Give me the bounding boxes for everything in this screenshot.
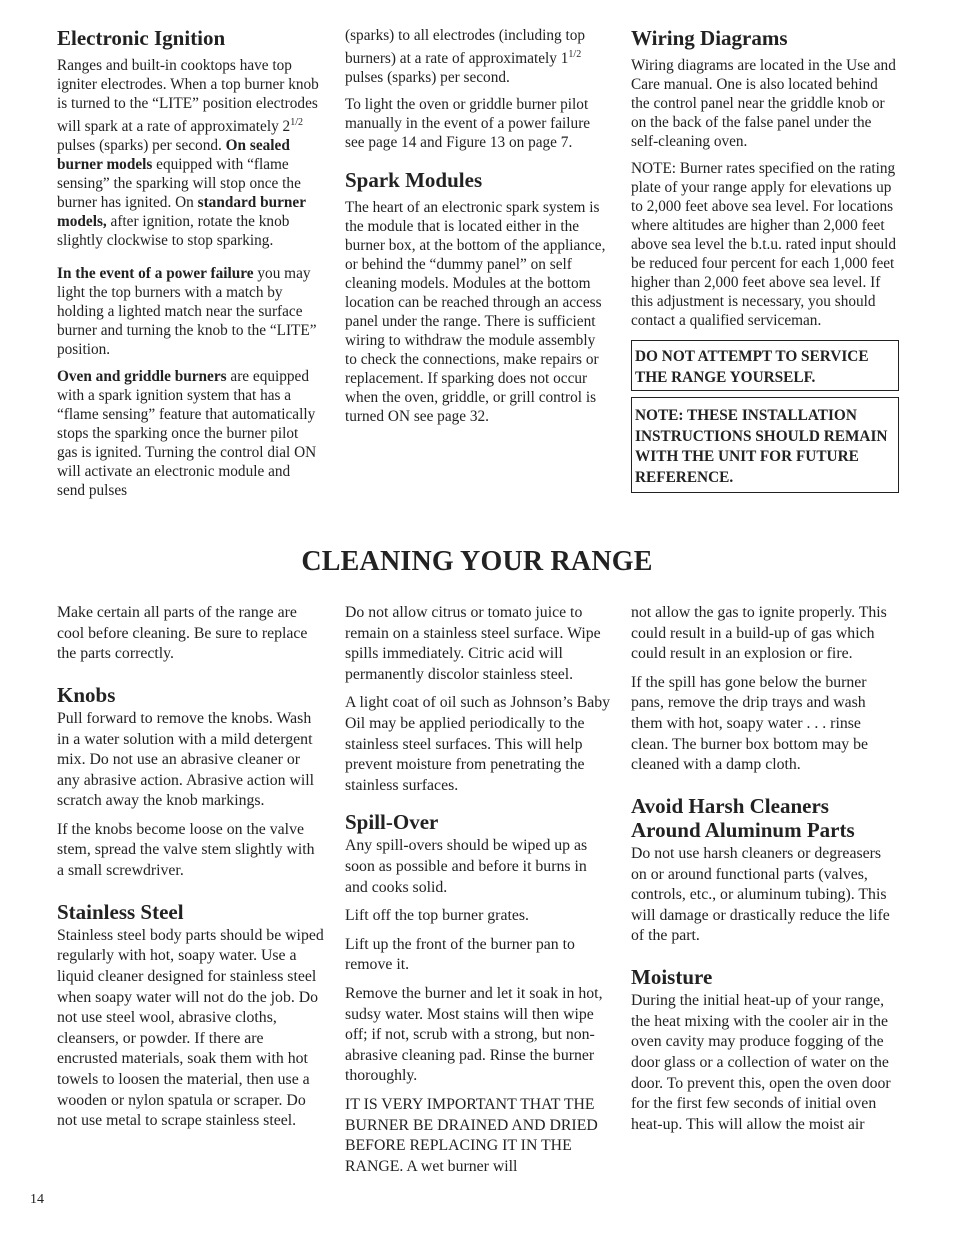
- bottom-column-2: [345, 603, 613, 1185]
- heading-spill-over: Spill-Over: [345, 810, 439, 835]
- drip-trays-paragraph: If the spill has gone below the burner pans, remove the drip trays and wash them with hot, soapy water . . . rinse clean. The burner box bottom may be cleaned with a damp cloth.: [631, 673, 869, 774]
- power-failure-paragraph: In the event of a power failure you may light the top burners with a match by holding a lighted match near the surface burner and turning the knob to the “LITE” position.: [57, 265, 317, 359]
- spill-paragraph-3: Lift up the front of the burner pan to remove it.: [345, 935, 575, 974]
- moisture-paragraph: During the initial heat-up of your range, the heat mixing with the cooler air in the oven cavity may produce fogging of the door glass or a collection of water on the door. To prevent this, open the oven door for the first few seconds of initial oven heat-up. This will allow the moist air: [631, 992, 891, 1133]
- top-column-1: [57, 26, 322, 508]
- wiring-paragraph: Wiring diagrams are located in the Use and Care manual. One is also located behind the control panel near the griddle knob or on the back of the false panel under the self-cleaning oven.: [631, 57, 896, 151]
- fraction: 1/2: [290, 117, 303, 129]
- spill-paragraph-2: Lift off the top burner grates.: [345, 907, 529, 925]
- spark-modules-paragraph: The heart of an electronic spark system is the module that is located either in the burner box, at the bottom of the appliance, or behind the “dummy panel” on self cleaning models. Modules at the bottom location can be reached through an access panel under the range. There is sufficient wiring to withdraw the module assembly to check the connections, make repairs or replacement. If sparking does not occur when the oven, griddle, or grill control is turned ON see page 32.: [345, 199, 606, 426]
- spill-paragraph-1: Any spill-overs should be wiped up as soon as possible and before it burns in and cooks solid.: [345, 837, 588, 896]
- fraction: 1/2: [568, 49, 582, 60]
- spill-paragraph-5: IT IS VERY IMPORTANT THAT THE BURNER BE DRAINED AND DRIED BEFORE REPLACING IT IN THE RANGE. A wet burner will: [345, 1096, 598, 1175]
- harsh-cleaners-paragraph: Do not use harsh cleaners or degreasers on or around functional parts (valves, controls, etc., or aluminum tubing). This will damage or drastically reduce the life of the part.: [631, 845, 890, 945]
- warning-box-service: DO NOT ATTEMPT TO SERVICE THE RANGE YOURSELF.: [631, 340, 899, 391]
- heading-stainless-steel: Stainless Steel: [57, 899, 184, 924]
- baby-oil-paragraph: A light coat of oil such as Johnson’s Baby Oil may be applied periodically to the stainless steel surfaces. This will help prevent moisture from penetrating the stainless surfaces.: [345, 694, 611, 794]
- electronic-ignition-paragraph: Ranges and built-in cooktops have top igniter electrodes. When a top burner knob is turned to the “LITE” position electrodes will spark at a rate of approximately $2^{1/2}$ pulses (sparks) per second. On sealed burner models equipped with “flame sensing” the sparking will stop once the burner has ignited. On standard burner models, after ignition, rotate the knob slightly clockwise to stop sparking.: [57, 57, 319, 250]
- top-column-3: [631, 26, 899, 499]
- knobs-paragraph-2: If the knobs become loose on the valve stem, spread the valve stem slightly with a small screwdriver.: [57, 820, 315, 880]
- spill-paragraph-4: Remove the burner and let it soak in hot, sudsy water. Most stains will then wipe off; if not, scrub with a strong, but non-abrasive cleaning pad. Rinse the burner thoroughly.: [345, 985, 603, 1085]
- citrus-paragraph: Do not allow citrus or tomato juice to remain on a stainless steel surface. Wipe spills immediately. Citric acid will permanently discolor stainless steel.: [345, 604, 601, 683]
- sparks-paragraph: (sparks) to all electrodes (including top burners) at a rate of approximately $1^{1/2}$ pulses (sparks) per second.: [345, 27, 586, 87]
- stainless-steel-paragraph: Stainless steel body parts should be wiped regularly with hot, soapy water. Use a liquid cleaner designed for stainless steel when soapy water will not do the job. Do not use steel wool, abrasive cloths, cleansers, or powder. If there are encrusted materials, soak them with hot towels to loosen the material, then use a wooden or nylon spatula or scraper. Do not use metal to scrape stainless steel.: [57, 926, 324, 1130]
- heading-knobs: Knobs: [57, 682, 116, 707]
- section-title: CLEANING YOUR RANGE: [301, 546, 653, 577]
- heading-avoid-harsh-cleaners: Avoid Harsh Cleaners Around Aluminum Parts: [631, 793, 855, 842]
- burner-rates-note: NOTE: Burner rates specified on the rating plate of your range apply for elevations up to 2,000 feet above sea level. For locations where altitudes are higher than 2,000 feet above sea level the b.t.u. rated input should be reduced four percent for each 1,000 feet higher than 2,000 feet above sea level. If this adjustment is necessary, you should contact a qualified serviceman.: [631, 160, 897, 330]
- oven-griddle-paragraph: Oven and griddle burners are equipped with a spark ignition system that has a “flame sensing” feature that automatically stops the sparking once the burner pilot gas is ignited. Turning the control dial ON will activate an electronic module and send pulses: [57, 368, 317, 500]
- cleaning-intro: Make certain all parts of the range are cool before cleaning. Be sure to replace the parts correctly.: [57, 604, 308, 663]
- bottom-column-1: [57, 603, 325, 1140]
- bottom-column-3: [631, 603, 899, 1143]
- heading-electronic-ignition: Electronic Ignition: [57, 26, 226, 50]
- warning-box-instructions: NOTE: THESE INSTALLATION INSTRUCTIONS SHOULD REMAIN WITH THE UNIT FOR FUTURE REFERENCE.: [631, 397, 899, 493]
- knobs-paragraph-1: Pull forward to remove the knobs. Wash in a water solution with a mild detergent mix. Do not use an abrasive cleaner or any abrasive action. Abrasive action will scratch away the knob markings.: [57, 709, 315, 810]
- page-number: 14: [30, 1192, 44, 1207]
- manual-light-paragraph: To light the oven or griddle burner pilot manually in the event of a power failure see page 14 and Figure 13 on page 7.: [345, 96, 591, 152]
- top-column-2: [345, 26, 610, 434]
- heading-moisture: Moisture: [631, 965, 713, 989]
- heading-wiring-diagrams: Wiring Diagrams: [631, 26, 788, 50]
- gas-ignite-paragraph: not allow the gas to ignite properly. This could result in a build-up of gas which could result in an explosion or fire.: [631, 604, 887, 663]
- heading-spark-modules: Spark Modules: [345, 168, 483, 193]
